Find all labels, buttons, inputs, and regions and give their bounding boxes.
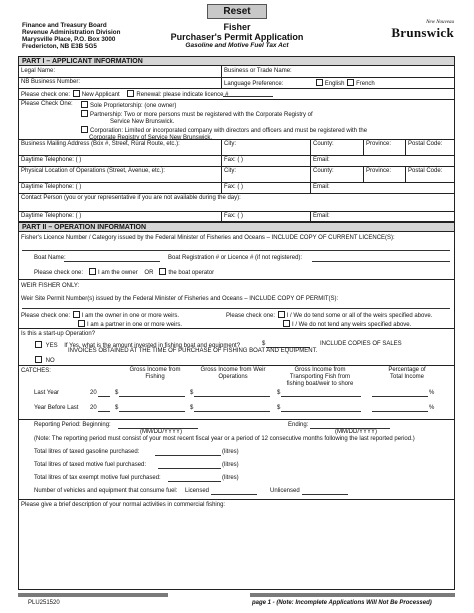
new-applicant-label: New Applicant [81, 92, 120, 98]
partnership-label: Partnership: Two or more persons must be registered with the Corporate Registry of [90, 112, 313, 118]
investment-dollar: $ [262, 341, 266, 347]
department-address [22, 22, 120, 50]
postal-code-label: Postal Code: [408, 168, 443, 174]
ybl-weir-field[interactable] [194, 411, 270, 412]
not-tend-label: I / We do not tend any weirs specified above. [292, 322, 412, 328]
total-exempt-field[interactable] [168, 481, 221, 482]
owner-operator-row [34, 268, 214, 277]
province-label: Province: [366, 141, 392, 147]
logo-brunswick-text: Brunswick [391, 25, 454, 40]
col-header-line: Fishing [145, 374, 165, 380]
vehicles-label: Number of vehicles and equipment that consume fuel: [34, 488, 178, 494]
invoices-label: INVOICES OBTAINED AT THE TIME OF PURCHASE OF FISHING BOAT AND EQUIPMENT. [68, 348, 318, 354]
weir-permit-label: Weir Site Permit Number(s) issued by the Federal Minister of Fisheries and Oceans – INCLUDE COPY OF PERMIT(S): [21, 296, 339, 302]
col-header-line: Total Income [389, 374, 425, 380]
dept-line: Fredericton, NB E3B 5G5 [22, 43, 97, 50]
business-mailing-label: Business Mailing Address (Box #, Street, Rural Route, etc.): [21, 141, 180, 147]
email-label: Email: [313, 213, 330, 219]
city-label: City: [224, 141, 236, 147]
page-note: page 1 - (Note: Incomplete Applications Will Not Be Processed) [252, 600, 432, 606]
reporting-period-label: Reporting Period: Beginning: [34, 422, 111, 428]
litres-unit: (litres) [222, 475, 239, 481]
logo-small-text: New Nouveau [426, 20, 454, 25]
footer-bar-right [250, 593, 455, 597]
dollar-sign: $ [277, 390, 281, 396]
new-applicant-checkbox[interactable] [73, 90, 80, 97]
unlicensed-field[interactable] [302, 494, 348, 495]
weir-tend-options [226, 311, 432, 329]
percent-sign: % [429, 405, 435, 411]
col-header-line: Percentage of [388, 367, 426, 373]
total-fuel-field[interactable] [158, 468, 221, 469]
county-label: County: [313, 168, 334, 174]
weir-check-one-label: Please check one: [21, 313, 71, 319]
col-header-line: Gross Income from Weir [200, 367, 266, 373]
fax-label: Fax: ( ) [224, 184, 243, 190]
corporation-label-2: Corporate Registry of Service New Brunswick. [89, 135, 213, 141]
province-label: Province: [366, 168, 392, 174]
daytime-tel-label: Daytime Telephone: ( ) [21, 184, 82, 190]
startup-question: Is this a start-up Operation? [21, 331, 96, 337]
col-percentage [377, 367, 437, 381]
or-label: OR [144, 270, 154, 276]
sole-prop-checkbox[interactable] [81, 101, 88, 108]
year-prefix: 20 [90, 405, 97, 411]
partner-weirs-label: I am a partner in one or more weirs. [87, 322, 183, 328]
last-year-fishing-field[interactable] [119, 396, 185, 397]
owner-weirs-label: I am the owner in one or more weirs. [81, 313, 180, 319]
renewal-label: Renewal: please indicate licence # [136, 92, 229, 98]
partnership-checkbox[interactable] [81, 110, 88, 117]
reporting-note: (Note: The reporting period must consist of your most recent fiscal year or a period of 12 consecutive months following the last reported period.) [34, 436, 415, 442]
title-fisher: Fisher [223, 22, 251, 32]
total-gasoline-label: Total litres of taxed gasoline purchased: [34, 449, 140, 455]
describe-field[interactable] [22, 512, 452, 586]
total-fuel-label: Total litres of taxed motive fuel purchased: [34, 462, 147, 468]
col-gross-fishing [125, 367, 185, 381]
owner-checkbox[interactable] [89, 268, 96, 275]
tend-check-one-label: Please check one: [226, 313, 276, 319]
partner-weirs-checkbox[interactable] [78, 320, 85, 327]
unlicensed-label: Unlicensed [270, 488, 300, 494]
partnership-label-2: Service New Brunswick. [110, 119, 175, 125]
describe-label: Please give a brief description of your normal activities in commercial fishing: [21, 502, 226, 508]
col-header-line: Gross Income from [294, 367, 346, 373]
nb-business-number-field[interactable] [80, 78, 220, 87]
owner-label: I am the owner [98, 270, 138, 276]
not-tend-checkbox[interactable] [283, 320, 290, 327]
county-label: County: [313, 141, 334, 147]
boat-name-label: Boat Name: [34, 255, 66, 261]
end-date-format: (MM/DD/YYYY) [335, 429, 377, 435]
dollar-sign: $ [115, 390, 119, 396]
corporation-checkbox[interactable] [81, 126, 88, 133]
boat-reg-label: Boat Registration # or Licence # (if not registered): [168, 255, 303, 261]
contact-person-label: Contact Person (you or your representative if you are not available during the day): [21, 195, 241, 201]
year-before-last-label: Year Before Last [34, 405, 79, 411]
physical-location-label: Physical Location of Operations (Street, Avenue, etc.): [21, 168, 165, 174]
litres-unit: (litres) [222, 449, 239, 455]
licence-field[interactable] [22, 250, 450, 251]
form-code: PLU251520 [28, 600, 60, 606]
renewal-licence-field[interactable] [223, 96, 273, 97]
title-act: Gasoline and Motive Fuel Tax Act [185, 42, 289, 49]
col-gross-weir [198, 367, 268, 381]
startup-yes-checkbox[interactable] [35, 341, 42, 348]
licensed-field[interactable] [211, 494, 257, 495]
french-label: French [356, 81, 375, 87]
city-label: City: [224, 168, 236, 174]
business-name-label: Business or Trade Name: [224, 68, 292, 74]
operator-label: the boat operator [168, 270, 215, 276]
col-header-line: Transporting Fish from [289, 374, 351, 380]
operator-checkbox[interactable] [159, 268, 166, 275]
english-label: English [324, 81, 345, 87]
last-year-transport-field[interactable] [281, 396, 361, 397]
daytime-tel-label: Daytime Telephone: ( ) [21, 213, 82, 219]
last-year-field[interactable] [98, 396, 110, 397]
owner-weirs-checkbox[interactable] [73, 311, 80, 318]
startup-no-row [34, 356, 55, 365]
postal-code-label: Postal Code: [408, 141, 443, 147]
year-prefix: 20 [90, 390, 97, 396]
dept-line: Finance and Treasury Board [22, 22, 107, 29]
dollar-sign: $ [277, 405, 281, 411]
tend-label: I / We do tend some or all of the weirs specified above. [286, 313, 433, 319]
renewal-checkbox[interactable] [127, 90, 134, 97]
email-label: Email: [313, 184, 330, 190]
col-header-line: Gross Income from [129, 367, 181, 373]
weir-owner-options [21, 311, 182, 329]
last-year-pct-field[interactable] [372, 396, 428, 397]
total-exempt-label: Total litres of tax exempt motive fuel purchased: [34, 475, 161, 481]
licence-label: Fisher's Licence Number / Category issued by the Federal Minister of Fisheries and Oceans – INCLUDE COPY OF CURRENT LICENCE(S): [21, 235, 395, 241]
boat-reg-field[interactable] [312, 261, 450, 262]
weir-permit-field[interactable] [22, 308, 450, 309]
licensed-label: Licensed [185, 488, 210, 494]
daytime-tel-label: Daytime Telephone: ( ) [21, 157, 82, 163]
footer-bar-left [18, 593, 168, 597]
applicant-type-row [21, 90, 228, 99]
year-before-last-field[interactable] [98, 411, 110, 412]
language-pref-text: Language Preference: [224, 81, 284, 87]
business-type-label: Please Check One: [21, 101, 73, 107]
col-header-line: fishing boat/weir to shore [286, 381, 354, 387]
part1-heading: PART I – APPLICANT INFORMATION [18, 56, 455, 66]
startup-no-label: NO [45, 358, 55, 364]
begin-date-format: (MM/DD/YYYY) [140, 429, 182, 435]
boat-name-field[interactable] [64, 261, 160, 262]
startup-no-checkbox[interactable] [35, 356, 42, 363]
please-check-one-label: Please check one: [34, 270, 84, 276]
weir-fisher-label: WEIR FISHER ONLY: [21, 283, 80, 289]
french-checkbox[interactable] [347, 79, 354, 86]
dollar-sign: $ [190, 405, 194, 411]
startup-yes-label: YES [45, 343, 58, 349]
email-label: Email: [313, 157, 330, 163]
fax-label: Fax: ( ) [224, 213, 243, 219]
col-header-line: Operations [218, 374, 248, 380]
litres-unit: (litres) [222, 462, 239, 468]
dollar-sign: $ [115, 405, 119, 411]
sole-prop-label: Sole Proprietorship: (one owner) [90, 103, 177, 109]
col-gross-transport [280, 367, 360, 388]
dept-line: Marysville Place, P.O. Box 3000 [22, 36, 116, 43]
english-checkbox[interactable] [316, 79, 323, 86]
corporation-label: Corporation: Limited or incorporated company with directors and officers and must be registered with the [90, 128, 368, 134]
please-check-one-label: Please check one: [21, 92, 71, 98]
language-pref-label [224, 79, 375, 88]
dept-line: Revenue Administration Division [22, 29, 121, 36]
ybl-fishing-field[interactable] [119, 411, 185, 412]
nb-business-number-label: NB Business Number: [21, 79, 81, 85]
title-main: Purchaser's Permit Application [170, 32, 304, 42]
business-type-options [80, 101, 367, 142]
include-copies-label: INCLUDE COPIES OF SALES [320, 341, 402, 347]
startup-yes-text: If Yes, what is the amount invested in fishing boat and equipment? [64, 343, 241, 349]
business-name-field[interactable] [310, 67, 454, 76]
reset-button[interactable]: Reset [207, 4, 267, 19]
ybl-transport-field[interactable] [281, 411, 361, 412]
ybl-pct-field[interactable] [372, 411, 428, 412]
dollar-sign: $ [190, 390, 194, 396]
percent-sign: % [429, 390, 435, 396]
last-year-weir-field[interactable] [194, 396, 270, 397]
total-gasoline-field[interactable] [155, 455, 221, 456]
nb-logo [384, 20, 454, 39]
form-title [160, 22, 314, 50]
legal-name-field[interactable] [60, 67, 220, 76]
fax-label: Fax: ( ) [224, 157, 243, 163]
tend-checkbox[interactable] [278, 311, 285, 318]
legal-name-label: Legal Name: [21, 68, 56, 74]
last-year-label: Last Year [34, 390, 60, 396]
catches-label: CATCHES: [21, 368, 51, 374]
ending-label: Ending: [288, 422, 309, 428]
part2-heading: PART II – OPERATION INFORMATION [18, 222, 455, 232]
